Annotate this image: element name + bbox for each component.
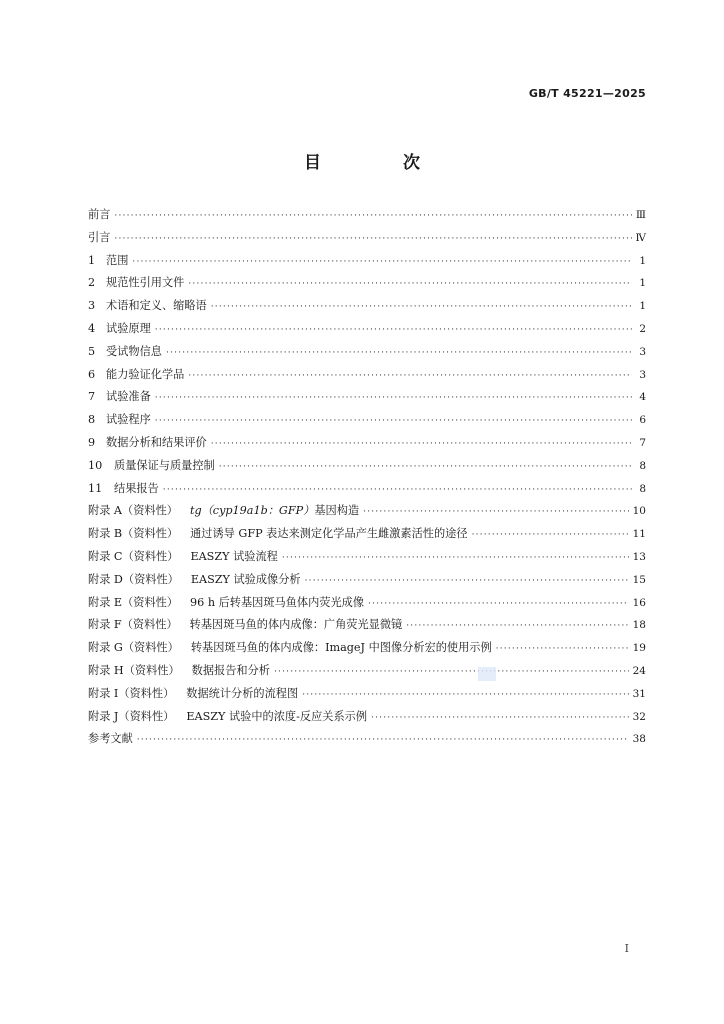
dot-leader — [368, 599, 629, 609]
annex-designation: 附录 J（资料性） — [88, 709, 175, 723]
toc-entry-page: 4 — [639, 391, 646, 404]
toc-entry-label — [88, 480, 159, 496]
toc-entry-page: Ⅳ — [635, 231, 646, 244]
toc-entry-label — [88, 388, 151, 404]
toc-entry[interactable] — [88, 274, 646, 297]
clause-number: 8 — [88, 413, 96, 427]
clause-number: 5 — [88, 344, 96, 358]
toc-entry-page: 18 — [632, 619, 646, 632]
toc-entry-label — [88, 274, 184, 290]
toc-entry-label — [88, 730, 133, 746]
toc-entry-title: 转基因斑马鱼的体内成像：广角荧光显微镜 — [189, 618, 403, 632]
toc-entry-page: 1 — [639, 277, 646, 290]
toc-entry-title: 试验程序 — [106, 413, 151, 427]
dot-leader — [114, 211, 631, 221]
dot-leader — [188, 371, 632, 381]
page-number: I — [624, 942, 629, 955]
toc-entry-title: EASZY 试验成像分析 — [190, 572, 301, 586]
toc-entry[interactable] — [88, 297, 646, 320]
toc-entry[interactable] — [88, 320, 646, 343]
toc-entry-label — [88, 708, 367, 724]
clause-number: 4 — [88, 321, 96, 335]
toc-entry-title: 参考文献 — [88, 732, 133, 746]
toc-entry[interactable] — [88, 662, 646, 685]
toc-entry-page: 8 — [639, 459, 646, 472]
dot-leader — [155, 325, 632, 335]
dot-leader — [211, 302, 632, 312]
toc-entry-title: 结果报告 — [114, 481, 159, 495]
toc-entry[interactable] — [88, 206, 646, 229]
toc-entry-label — [88, 297, 207, 313]
toc-entry[interactable] — [88, 480, 646, 503]
toc-entry-title: 通过诱导 GFP 表达来测定化学品产生雌激素活性的途径 — [190, 527, 468, 541]
dot-leader — [188, 279, 632, 289]
toc-entry-label — [88, 662, 270, 678]
annex-designation: 附录 A（资料性） — [88, 504, 178, 518]
toc-entry-title: 试验准备 — [106, 390, 151, 404]
toc-entry-page: 2 — [639, 322, 646, 335]
clause-number: 6 — [88, 367, 96, 381]
toc-entry-title: 数据统计分析的流程图 — [186, 686, 299, 700]
toc-title: 目 次 — [304, 153, 458, 173]
toc-entry-label — [88, 457, 215, 473]
toc-entry-title: 转基因斑马鱼的体内成像：ImageJ 中图像分析宏的使用示例 — [190, 641, 492, 655]
annex-designation: 附录 G（资料性） — [88, 641, 179, 655]
clause-number: 10 — [88, 458, 103, 472]
dot-leader — [371, 713, 629, 723]
toc-entry-title: 试验原理 — [106, 321, 151, 335]
table-of-contents — [88, 206, 646, 753]
clause-number: 9 — [88, 435, 96, 449]
toc-entry[interactable] — [88, 411, 646, 434]
toc-entry-title: 规范性引用文件 — [106, 276, 185, 290]
dot-leader — [166, 348, 632, 358]
toc-entry-page: Ⅲ — [635, 209, 646, 221]
toc-entry-page: 15 — [632, 573, 646, 586]
dot-leader — [211, 439, 632, 449]
annex-designation: 附录 B（资料性） — [88, 527, 179, 541]
toc-entry-title: 前言 — [88, 208, 111, 221]
clause-number: 2 — [88, 276, 96, 290]
toc-entry-page: 11 — [632, 528, 646, 541]
toc-entry[interactable] — [88, 685, 646, 708]
toc-entry-label — [88, 229, 110, 245]
toc-entry[interactable] — [88, 457, 646, 480]
toc-entry-title: 96 h 后转基因斑马鱼体内荧光成像 — [190, 595, 365, 609]
document-code: GB/T 45221—2025 — [528, 87, 646, 100]
dot-leader — [132, 257, 632, 267]
toc-entry-page: 6 — [639, 414, 646, 427]
toc-entry-title: 引言 — [88, 230, 111, 244]
clause-number: 1 — [88, 253, 96, 267]
toc-entry[interactable] — [88, 388, 646, 411]
annex-designation: 附录 E（资料性） — [88, 595, 179, 609]
toc-entry-label — [88, 502, 359, 518]
toc-entry-label — [88, 366, 184, 382]
toc-entry[interactable] — [88, 229, 646, 252]
clause-number: 3 — [88, 299, 96, 313]
toc-entry[interactable] — [88, 616, 646, 639]
toc-entry-page: 10 — [632, 505, 646, 518]
dot-leader — [305, 576, 629, 586]
annex-designation: 附录 I（资料性） — [88, 686, 175, 700]
annex-designation: 附录 C（资料性） — [88, 549, 179, 563]
toc-entry-page: 13 — [632, 550, 646, 563]
toc-entry[interactable] — [88, 548, 646, 571]
toc-entry-label — [88, 320, 151, 336]
dot-leader — [163, 485, 632, 495]
dot-leader — [282, 553, 629, 563]
toc-entry-page: 7 — [639, 436, 646, 449]
dot-leader — [114, 234, 631, 244]
toc-entry-label — [88, 639, 492, 655]
toc-entry[interactable] — [88, 366, 646, 389]
toc-entry-italic-term: tg（cyp19a1b：GFP） — [189, 504, 315, 518]
dot-leader — [302, 690, 628, 700]
watermark-mark — [478, 667, 496, 681]
toc-entry-page: 3 — [639, 368, 646, 381]
toc-entry[interactable] — [88, 525, 646, 548]
toc-entry-title: 数据分析和结果评价 — [106, 435, 207, 449]
toc-entry-title: 能力验证化学品 — [106, 367, 185, 381]
toc-entry-page: 8 — [639, 482, 646, 495]
toc-entry-title: 质量保证与质量控制 — [114, 458, 215, 472]
toc-entry-title: 术语和定义、缩略语 — [106, 299, 207, 313]
dot-leader — [137, 735, 629, 745]
dot-leader — [219, 462, 632, 472]
toc-entry-label — [88, 616, 402, 632]
dot-leader — [155, 393, 632, 403]
toc-entry[interactable] — [88, 594, 646, 617]
toc-entry-label — [88, 571, 301, 587]
toc-entry-page: 31 — [632, 687, 646, 700]
toc-entry-label — [88, 525, 468, 541]
toc-entry-title: 受试物信息 — [106, 344, 162, 358]
dot-leader — [406, 621, 628, 631]
toc-entry-page: 1 — [639, 254, 646, 267]
toc-entry[interactable] — [88, 708, 646, 731]
toc-entry-title: EASZY 试验中的浓度-反应关系示例 — [186, 709, 368, 723]
clause-number: 7 — [88, 390, 96, 404]
dot-leader — [274, 667, 629, 677]
toc-entry-label — [88, 343, 162, 359]
toc-entry-label — [88, 252, 128, 268]
dot-leader — [496, 644, 629, 654]
toc-entry-label — [88, 411, 151, 427]
toc-entry-page: 32 — [632, 710, 646, 723]
toc-entry-page: 24 — [632, 664, 646, 677]
clause-number: 11 — [88, 481, 103, 495]
toc-entry[interactable] — [88, 434, 646, 457]
toc-entry[interactable] — [88, 730, 646, 753]
dot-leader — [155, 416, 632, 426]
annex-designation: 附录 H（资料性） — [88, 663, 180, 677]
toc-entry-label — [88, 206, 110, 222]
toc-entry-title: 范围 — [106, 253, 129, 267]
toc-entry-label — [88, 685, 298, 701]
toc-entry-label — [88, 548, 278, 564]
toc-entry-page: 38 — [632, 733, 646, 746]
toc-entry-page: 1 — [639, 300, 646, 313]
toc-entry-page: 16 — [632, 596, 646, 609]
toc-entry[interactable] — [88, 639, 646, 662]
annex-designation: 附录 F（资料性） — [88, 618, 178, 632]
toc-entry[interactable] — [88, 343, 646, 366]
toc-entry-label — [88, 434, 207, 450]
dot-leader — [363, 507, 629, 517]
toc-entry-title: EASZY 试验流程 — [190, 549, 278, 563]
toc-entry-title: 基因构造 — [314, 504, 360, 518]
toc-entry[interactable] — [88, 571, 646, 594]
toc-entry[interactable] — [88, 502, 646, 525]
toc-entry[interactable] — [88, 252, 646, 275]
annex-designation: 附录 D（资料性） — [88, 572, 179, 586]
toc-entry-label — [88, 594, 364, 610]
dot-leader — [472, 530, 629, 540]
toc-entry-page: 3 — [639, 345, 646, 358]
toc-entry-title: 数据报告和分析 — [191, 663, 270, 677]
toc-entry-page: 19 — [632, 642, 646, 655]
